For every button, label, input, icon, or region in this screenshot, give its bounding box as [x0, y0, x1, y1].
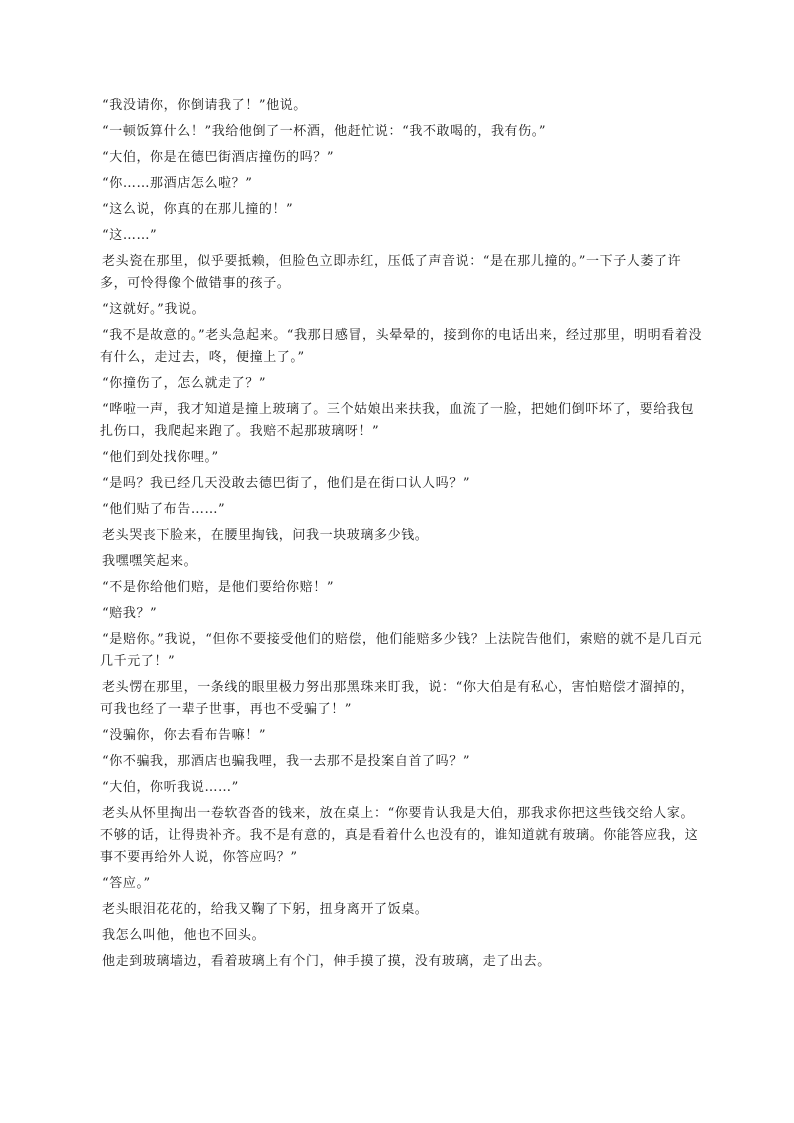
paragraph-26: 老头眼泪花花的，给我又鞠了下躬，扭身离开了饭桌。 — [102, 902, 429, 917]
paragraph-28: 他走到玻璃墙边，看着玻璃上有个门，伸手摸了摸，没有玻璃，走了出去。 — [102, 954, 551, 969]
paragraph-4: “你……那酒店怎么啦？” — [102, 176, 253, 191]
paragraph-18: “赔我？” — [102, 606, 158, 621]
paragraph-7: 老头瓷在那里，似乎要抵赖，但脸色立即赤红，压低了声音说：“是在那儿撞的。”一下子人萎了许多，可怜得像个做错事的孩子。 — [100, 254, 682, 291]
paragraph-11: “哗啦一声，我才知道是撞上玻璃了。三个姑娘出来扶我，血流了一脸，把她们倒吓坏了，要给我包扎伤口，我爬起来跑了。我赔不起那玻璃呀！” — [100, 402, 695, 439]
paragraph-8: “这就好。”我说。 — [102, 302, 206, 317]
paragraph-25: “答应。” — [102, 876, 151, 891]
paragraph-24: 老头从怀里掏出一卷软沓沓的钱来，放在桌上：“你要肯认我是大伯，那我求你把这些钱交给人家。不够的话，让得贵补齐。我不是有意的，真是看着什么也没有的，谁知道就有玻璃。你能答应我，这事不要再给外人说，你答应吗？” — [100, 806, 699, 865]
paragraph-20: 老头愣在那里，一条线的眼里极力努出那黑珠来盯我，说：“你大伯是有私心，害怕赔偿才溜掉的，可我也经了一辈子世事，再也不受骗了！” — [100, 680, 695, 717]
paragraph-14: “他们贴了布告……” — [102, 502, 226, 517]
paragraph-12: “他们到处找你哩。” — [102, 450, 219, 465]
paragraph-9: “我不是故意的。”老头急起来。“我那日感冒，头晕晕的，接到你的电话出来，经过那里，明明看着没有什么，走过去，咚，便撞上了。” — [100, 328, 703, 365]
paragraph-22: “你不骗我，那酒店也骗我哩，我一去那不是投案自首了吗？” — [102, 754, 471, 769]
paragraph-5: “这么说，你真的在那儿撞的！” — [102, 202, 294, 217]
paragraph-19: “是赔你。”我说，“但你不要接受他们的赔偿，他们能赔多少钱？上法院告他们，索赔的就不是几百元几千元了！” — [100, 632, 703, 669]
paragraph-17: “不是你给他们赔，是他们要给你赔！” — [102, 580, 335, 595]
paragraph-13: “是吗？我已经几天没敢去德巴街了，他们是在街口认人吗？” — [102, 476, 471, 491]
paragraph-3: “大伯，你是在德巴街酒店撞伤的吗？” — [102, 150, 335, 165]
paragraph-23: “大伯，你听我说……” — [102, 780, 239, 795]
paragraph-6: “这……” — [102, 228, 158, 243]
paragraph-1: “我没请你，你倒请我了！”他说。 — [102, 98, 307, 113]
story-text — [100, 95, 704, 973]
paragraph-10: “你撞伤了，怎么就走了？” — [102, 376, 267, 391]
paragraph-2: “一顿饭算什么！”我给他倒了一杯酒，他赶忙说：“我不敢喝的，我有伤。” — [102, 124, 547, 139]
paragraph-21: “没骗你，你去看布告嘛！” — [102, 728, 267, 743]
paragraph-15: 老头哭丧下脸来，在腰里掏钱，问我一块玻璃多少钱。 — [102, 528, 429, 543]
paragraph-16: 我嘿嘿笑起来。 — [102, 554, 198, 569]
paragraph-27: 我怎么叫他，他也不回头。 — [102, 928, 266, 943]
